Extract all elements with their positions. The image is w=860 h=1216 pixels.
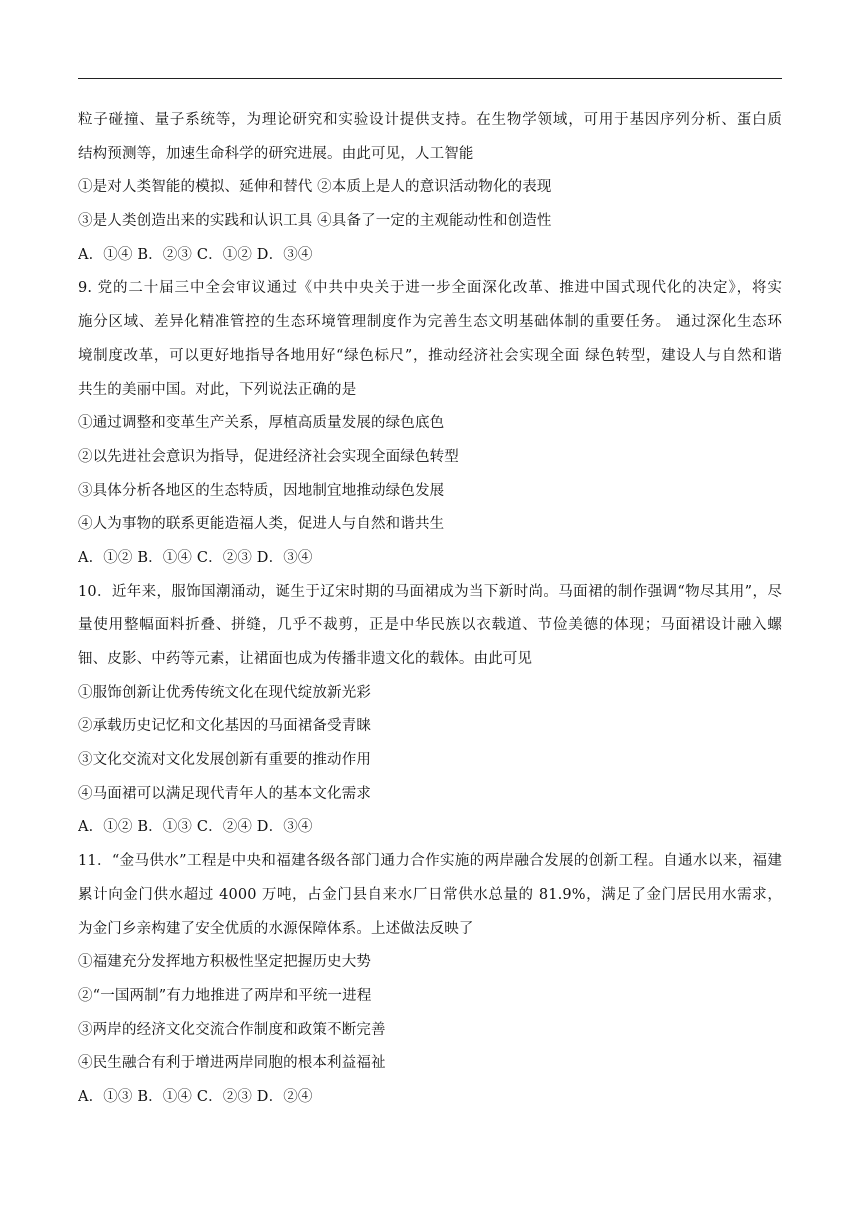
question-text-line: 施分区域、差异化精准管控的生态环境管理制度作为完善生态文明基础体制的重要任务。 通过深化生态环 (78, 314, 782, 331)
question-text-line: 11．“金马供水”工程是中央和福建各级各部门通力合作实施的两岸融合发展的创新工程。自通水以来，福建 (78, 853, 782, 870)
question-text-line: 粒子碰撞、量子系统等，为理论研究和实验设计提供支持。在生物学领域，可用于基因序列分析、蛋白质 (78, 112, 782, 128)
option-line: ②“一国两制”有力地推进了两岸和平统一进程 (78, 987, 372, 1004)
answer-choices: A．①② B．①③ C．②④ D．③④ (78, 819, 313, 836)
answer-choices: A．①④ B．②③ C．①② D．③④ (78, 246, 313, 263)
option-line: ④人为事物的联系更能造福人类，促进人与自然和谐共生 (78, 516, 445, 533)
question-text-line: 10．近年来，服饰国潮涌动，诞生于辽宋时期的马面裙成为当下新时尚。马面裙的制作强调“物尽其用”，尽 (78, 583, 782, 600)
answer-choices: A．①③ B．①④ C．②③ D．②④ (78, 1088, 313, 1105)
question-9 (78, 272, 782, 575)
question-text-line: 钿、皮影、中药等元素，让裙面也成为传播非遗文化的载体。由此可见 (78, 651, 533, 667)
question-text-line: 共生的美丽中国。对此，下列说法正确的是 (78, 381, 357, 398)
option-line: ①福建充分发挥地方积极性坚定把握历史大势 (78, 954, 371, 971)
option-line: ③是人类创造出来的实践和认识工具 ④具备了一定的主观能动性和创造性 (78, 213, 552, 230)
question-text-line: 量使用整幅面料折叠、拼缝，几乎不裁剪，正是中华民族以衣载道、节俭美德的体现；马面裙设计融入螺 (78, 617, 782, 634)
option-line: ②承载历史记忆和文化基因的马面裙备受青睐 (78, 718, 371, 735)
question-text-line: 结构预测等，加速生命科学的研究进展。由此可见，人工智能 (78, 145, 474, 162)
option-line: ①是对人类智能的模拟、延伸和替代 ②本质上是人的意识活动物化的表现 (78, 179, 552, 196)
option-line: ②以先进社会意识为指导，促进经济社会实现全面绿色转型 (78, 448, 459, 465)
answer-choices: A．①② B．①④ C．②③ D．③④ (78, 549, 313, 566)
exam-page (78, 104, 782, 1115)
option-line: ③两岸的经济文化交流合作制度和政策不断完善 (78, 1021, 386, 1038)
question-text-line: 境制度改革，可以更好地指导各地用好“绿色标尺”，推动经济社会实现全面 绿色转型，建设人与自然和谐 (78, 347, 782, 364)
question-11 (78, 845, 782, 1115)
option-line: ①通过调整和变革生产关系，厚植高质量发展的绿色底色 (78, 415, 445, 432)
header-rule (78, 78, 782, 79)
question-text-line: 累计向金门供水超过 4000 万吨，占金门县自来水厂日常供水总量的 81.9%，满足了金门居民用水需求， (78, 886, 782, 903)
option-line: ④民生融合有利于增进两岸同胞的根本利益福祉 (78, 1055, 386, 1072)
question-text-line: 9. 党的二十届三中全会审议通过《中共中央关于进一步全面深化改革、推进中国式现代化的决定》，将实 (78, 280, 782, 297)
question-10 (78, 576, 782, 846)
option-line: ③文化交流对文化发展创新有重要的推动作用 (78, 752, 371, 769)
option-line: ④马面裙可以满足现代青年人的基本文化需求 (78, 785, 371, 802)
option-line: ①服饰创新让优秀传统文化在现代绽放新光彩 (78, 684, 371, 701)
question-8 (78, 104, 782, 272)
option-line: ③具体分析各地区的生态特质，因地制宜地推动绿色发展 (78, 482, 445, 499)
question-text-line: 为金门乡亲构建了安全优质的水源保障体系。上述做法反映了 (78, 920, 474, 937)
